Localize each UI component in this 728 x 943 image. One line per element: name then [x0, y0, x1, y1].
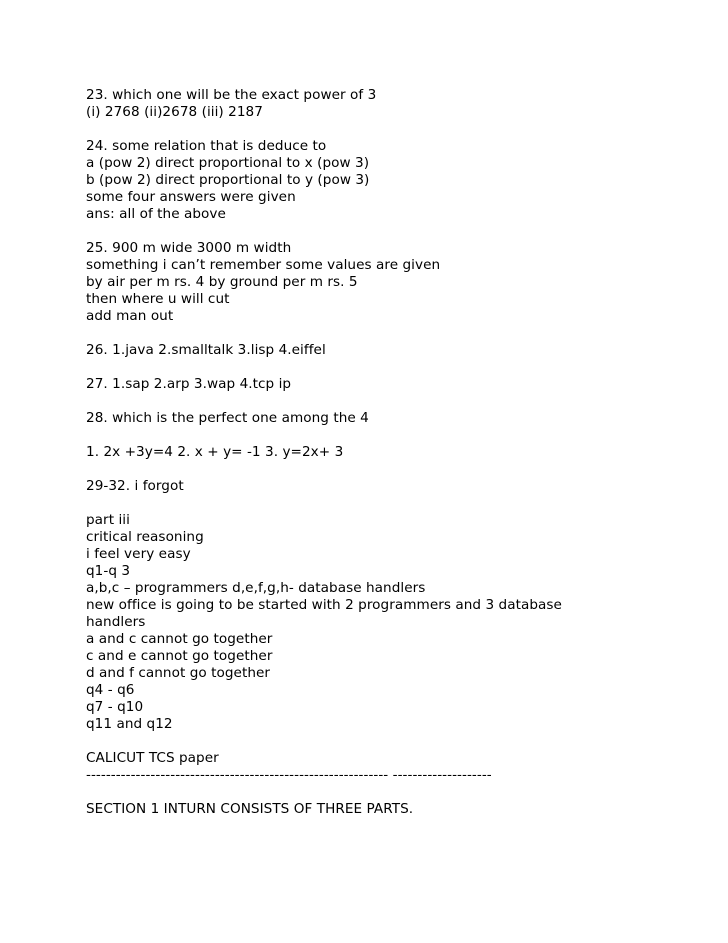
part3-line-2: critical reasoning [86, 529, 204, 545]
q25-line-5: add man out [86, 308, 174, 324]
blank-line [86, 223, 706, 240]
q24-line-5: ans: all of the above [86, 206, 226, 222]
blank-line [86, 461, 706, 478]
blank-line [86, 393, 706, 410]
part3-line-6: new office is going to be started with 2 programmers and 3 database [86, 597, 562, 613]
part3-line-1: part iii [86, 512, 130, 528]
q25-line-1: 25. 900 m wide 3000 m width [86, 240, 292, 256]
blank-line [86, 495, 706, 512]
part3-line-10: d and f cannot go together [86, 665, 271, 681]
blank-line [86, 784, 706, 801]
q24-line-2: a (pow 2) direct proportional to x (pow 3) [86, 155, 370, 171]
q25-line-4: then where u will cut [86, 291, 230, 307]
q28-line-1: 28. which is the perfect one among the 4 [86, 410, 369, 426]
q25-line-2: something i can’t remember some values are given [86, 257, 441, 273]
q29-32-line: 29-32. i forgot [86, 478, 184, 494]
q23-line-1: 23. which one will be the exact power of 3 [86, 87, 377, 103]
part3-line-8: a and c cannot go together [86, 631, 273, 647]
q25-line-3: by air per m rs. 4 by ground per m rs. 5 [86, 274, 358, 290]
section-heading: SECTION 1 INTURN CONSISTS OF THREE PARTS. [86, 801, 414, 817]
blank-line [86, 427, 706, 444]
part3-line-4: q1-q 3 [86, 563, 131, 579]
part3-line-13: q11 and q12 [86, 716, 173, 732]
part3-line-5: a,b,c – programmers d,e,f,g,h- database handlers [86, 580, 426, 596]
q24-line-3: b (pow 2) direct proportional to y (pow 3) [86, 172, 370, 188]
calicut-title: CALICUT TCS paper [86, 750, 219, 766]
blank-line [86, 121, 706, 138]
blank-line [86, 325, 706, 342]
part3-line-12: q7 - q10 [86, 699, 144, 715]
part3-line-3: i feel very easy [86, 546, 191, 562]
part3-line-7: handlers [86, 614, 146, 630]
blank-line [86, 359, 706, 376]
q24-line-4: some four answers were given [86, 189, 296, 205]
q24-line-1: 24. some relation that is deduce to [86, 138, 327, 154]
q28-line-2: 1. 2x +3y=4 2. x + y= -1 3. y=2x+ 3 [86, 444, 344, 460]
part3-line-11: q4 - q6 [86, 682, 135, 698]
q23-line-2: (i) 2768 (ii)2678 (iii) 2187 [86, 104, 263, 120]
separator-line: ------------------------------------------------------------- -------------------- [86, 767, 492, 783]
q26-line: 26. 1.java 2.smalltalk 3.lisp 4.eiffel [86, 342, 326, 358]
document-body [86, 87, 706, 818]
blank-line [86, 733, 706, 750]
q27-line: 27. 1.sap 2.arp 3.wap 4.tcp ip [86, 376, 292, 392]
part3-line-9: c and e cannot go together [86, 648, 273, 664]
